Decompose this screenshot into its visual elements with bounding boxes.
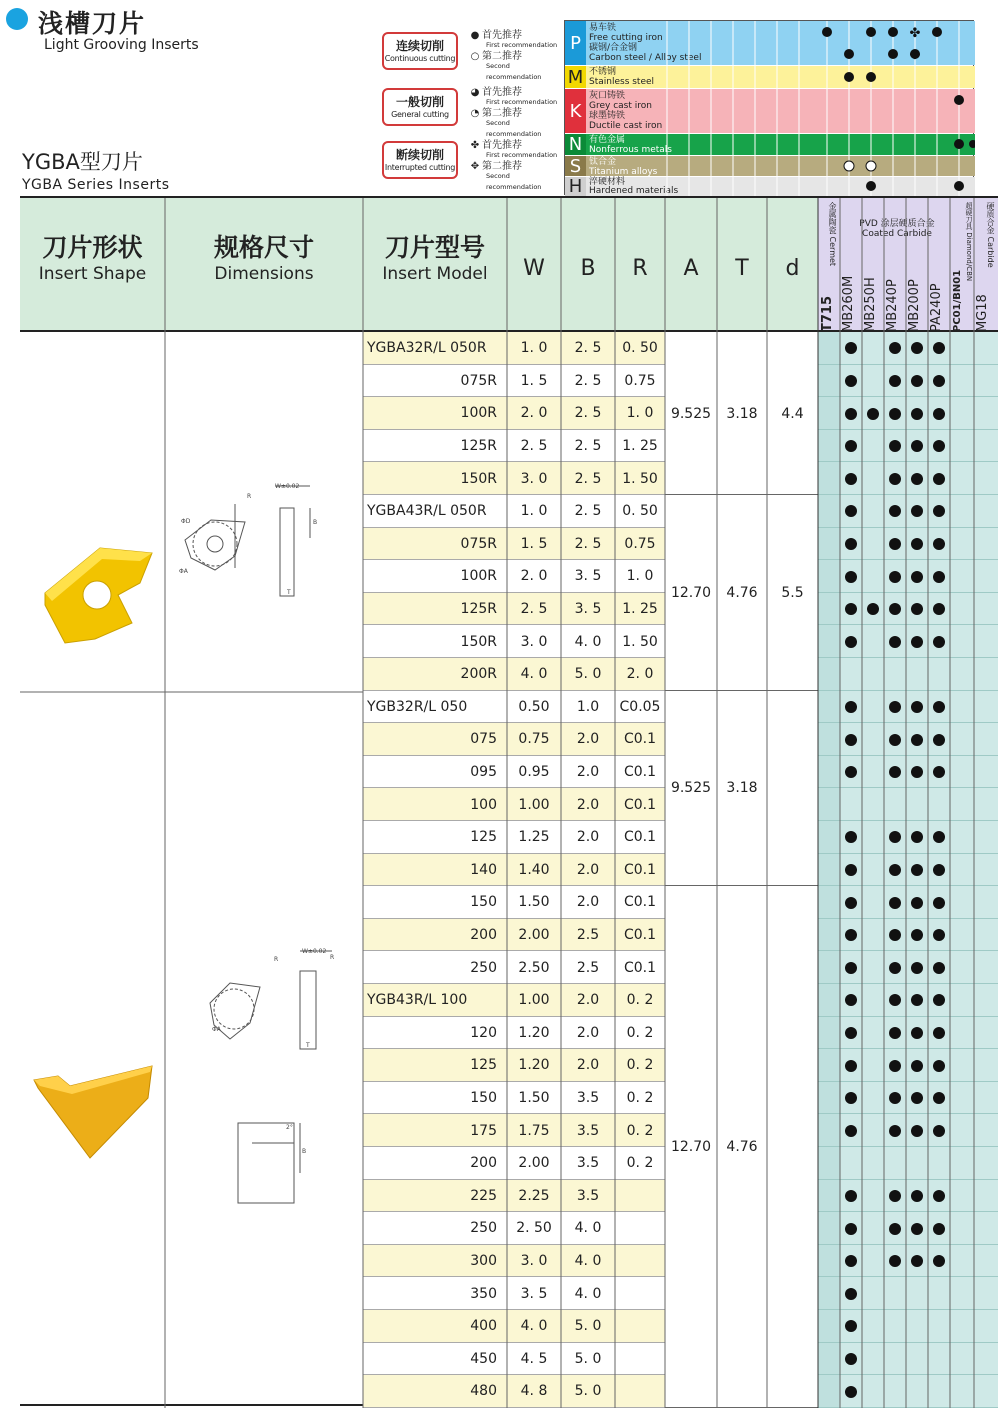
value-b: 3.5	[576, 1155, 600, 1172]
drawing-label: ΦA	[179, 568, 188, 575]
value-w: 2. 0	[520, 405, 548, 422]
material-text-p: 易车铁 Free cutting iron 碳钢/合金钢 Carbon steel / Alloy steel	[589, 23, 702, 63]
value-r: 0. 2	[626, 1057, 654, 1074]
group-carbide: 硬质合金 Carbide	[986, 202, 995, 268]
value-r: C0.1	[623, 764, 657, 781]
value-b: 2.0	[576, 861, 600, 878]
value-b: 5. 0	[574, 666, 602, 683]
value-w: 3. 0	[520, 470, 548, 487]
value-r: 1. 25	[622, 601, 658, 618]
insert-model: 100R	[460, 568, 497, 585]
value-b: 2.0	[576, 764, 600, 781]
value-r: 1. 25	[622, 438, 658, 455]
col-d-header: d	[785, 255, 800, 281]
insert-model: 300	[470, 1253, 497, 1270]
value-r: C0.1	[623, 829, 657, 846]
grade-mg18: MG18	[975, 294, 990, 332]
page-title-cn: 浅槽刀片	[38, 9, 147, 38]
value-w: 1.25	[518, 829, 550, 846]
insert-model: 350	[470, 1285, 497, 1302]
material-mark	[888, 49, 898, 59]
material-mark	[954, 139, 964, 149]
insert-model: 140	[470, 861, 497, 878]
table-lines	[20, 198, 998, 1408]
value-a: 9.525	[670, 405, 712, 422]
material-mark	[866, 161, 876, 171]
value-w: 2. 50	[516, 1220, 552, 1237]
value-r: 1. 0	[626, 405, 654, 422]
cut-type-general: 一般切削 General cutting	[382, 88, 458, 126]
value-r: C0.1	[623, 927, 657, 944]
value-w: 1.00	[518, 992, 550, 1009]
value-b: 2.5	[576, 959, 600, 976]
value-w: 2.50	[518, 959, 550, 976]
col-r-header: R	[632, 255, 648, 281]
value-w: 0.75	[518, 731, 550, 748]
legend-interrupted: ✤ 首先推荐 First recommendation ✥ 第二推荐 Second recommendation	[468, 140, 560, 193]
insert-model: 250	[470, 1220, 497, 1237]
value-w: 1. 0	[520, 340, 548, 357]
drawing-label: W±0.02	[275, 483, 300, 490]
insert-model: 075R	[460, 535, 497, 552]
full-dot-icon: ●	[470, 30, 480, 41]
group-diamond: 超硬刀具 Diamond/CBN	[965, 202, 973, 282]
grade-pc01: PC01/BN01	[952, 269, 963, 332]
col-t-header: T	[735, 255, 749, 281]
value-b: 2. 5	[574, 503, 602, 520]
value-b: 3. 5	[574, 568, 602, 585]
value-b: 1.0	[576, 698, 600, 715]
drawing-label: R	[274, 956, 279, 963]
col-model-header: 刀片型号 Insert Model	[382, 233, 488, 284]
insert-model: 250	[470, 959, 497, 976]
value-r: 0.75	[624, 535, 656, 552]
value-b: 2. 5	[574, 405, 602, 422]
value-t: 4.76	[726, 1138, 758, 1155]
drawing-label: R	[247, 493, 252, 500]
clover-mark: ✤	[909, 48, 921, 63]
value-w: 0.95	[518, 764, 550, 781]
drawing-label: T	[306, 1042, 310, 1049]
value-b: 2.5	[576, 927, 600, 944]
insert-model: 150	[470, 1090, 497, 1107]
clover-circle-icon: ✥	[470, 161, 480, 172]
insert-model: 100	[470, 796, 497, 813]
insert-model: 225	[470, 1187, 497, 1204]
value-b: 2.0	[576, 1024, 600, 1041]
header-bullet	[6, 8, 28, 30]
value-b: 2. 5	[574, 340, 602, 357]
col-b-header: B	[580, 255, 596, 281]
value-w: 3. 0	[520, 1253, 548, 1270]
value-b: 4. 0	[574, 1220, 602, 1237]
grade-pa240p: PA240P	[929, 283, 944, 332]
insert-model: 450	[470, 1350, 497, 1367]
value-r: C0.1	[623, 861, 657, 878]
material-letter-s: S	[565, 156, 586, 176]
value-w: 1.75	[518, 1122, 550, 1139]
series-title-cn: YGBA型刀片	[22, 150, 143, 174]
value-b: 2. 5	[574, 438, 602, 455]
insert-model: 125R	[460, 438, 497, 455]
value-r: 1. 0	[626, 568, 654, 585]
value-a: 9.525	[670, 780, 712, 797]
material-grid	[565, 21, 975, 196]
material-mark	[888, 27, 898, 37]
value-r: 1. 50	[622, 633, 658, 650]
value-b: 4. 0	[574, 1285, 602, 1302]
col-dims-header: 规格尺寸 Dimensions	[213, 233, 314, 284]
value-r: 0. 2	[626, 992, 654, 1009]
value-w: 2.00	[518, 927, 550, 944]
value-b: 3. 5	[574, 601, 602, 618]
drawing-label: B	[313, 519, 318, 526]
empty-circle-icon: ○	[470, 51, 480, 62]
drawing-label: B	[302, 1148, 307, 1155]
insert-model: 075	[470, 731, 497, 748]
grade-mb260m: MB260M	[841, 275, 856, 332]
value-w: 1.40	[518, 861, 550, 878]
value-w: 1. 5	[520, 535, 548, 552]
insert-model: 200	[470, 1155, 497, 1172]
material-text-k: 灰口铸铁 Grey cast iron 球墨铸铁 Ductile cast iron	[589, 91, 663, 131]
material-mark	[932, 27, 942, 37]
material-mark	[969, 140, 975, 148]
material-letter-m: M	[565, 66, 586, 88]
value-b: 2.0	[576, 1057, 600, 1074]
insert-model: 150	[470, 894, 497, 911]
value-r: 2. 0	[626, 666, 654, 683]
insert-model: YGB43R/L 100	[367, 992, 468, 1009]
value-b: 4. 0	[574, 1253, 602, 1270]
legend-continuous: ● 首先推荐 First recommendation ○ 第二推荐 Second recommendation	[468, 30, 560, 83]
material-mark	[866, 181, 876, 191]
value-w: 2.00	[518, 1155, 550, 1172]
value-r: C0.1	[623, 796, 657, 813]
drawing-label: ΦD	[181, 518, 191, 525]
value-b: 4. 0	[574, 633, 602, 650]
value-b: 2.0	[576, 992, 600, 1009]
insert-table	[20, 196, 998, 1406]
value-b: 2.0	[576, 731, 600, 748]
material-text-n: 有色金属 Nonferrous metals	[589, 135, 672, 155]
value-w: 2. 5	[520, 438, 548, 455]
value-w: 3. 5	[520, 1285, 548, 1302]
value-b: 2.0	[576, 894, 600, 911]
material-mark	[954, 95, 964, 105]
value-r: 0.75	[624, 372, 656, 389]
col-w-header: W	[523, 255, 545, 281]
legend-general: ◕ 首先推荐 First recommendation ◔ 第二推荐 Second recommendation	[468, 87, 560, 140]
value-b: 2.0	[576, 796, 600, 813]
insert-model: 400	[470, 1318, 497, 1335]
material-letter-n: N	[565, 134, 586, 155]
value-r: C0.1	[623, 959, 657, 976]
insert-model: 100R	[460, 405, 497, 422]
value-b: 3.5	[576, 1090, 600, 1107]
material-letter-h: H	[565, 177, 586, 196]
value-w: 4. 0	[520, 1318, 548, 1335]
pacman-circle-icon: ◔	[470, 108, 480, 119]
value-b: 3.5	[576, 1122, 600, 1139]
material-text-m: 不锈钢 Stainless steel	[589, 67, 655, 87]
cut-type-interrupted: 断续切削 Interrupted cutting	[382, 141, 458, 179]
insert-model: 125R	[460, 601, 497, 618]
value-b: 2. 5	[574, 372, 602, 389]
value-w: 1.20	[518, 1057, 550, 1074]
value-r: 0. 2	[626, 1155, 654, 1172]
value-b: 5. 0	[574, 1383, 602, 1400]
value-r: C0.1	[623, 731, 657, 748]
clover-dot-icon: ✤	[470, 140, 480, 151]
value-t: 3.18	[726, 405, 758, 422]
material-mark	[866, 72, 876, 82]
insert-model: 200R	[460, 666, 497, 683]
value-w: 1.50	[518, 1090, 550, 1107]
material-text-s: 钛合金 Titanium alloys	[589, 157, 658, 177]
material-mark	[844, 161, 854, 171]
material-mark	[866, 27, 876, 37]
group-coated: PVD 涂层硬质合金 Coated Carbide	[859, 219, 935, 239]
value-r: 0. 50	[622, 503, 658, 520]
grade-t715: T715	[820, 295, 835, 332]
value-r: 0. 2	[626, 1090, 654, 1107]
value-w: 1.50	[518, 894, 550, 911]
page-title-en: Light Grooving Inserts	[44, 37, 199, 53]
series-title-en: YGBA Series Inserts	[22, 177, 170, 193]
insert-model: 175	[470, 1122, 497, 1139]
drawing-label: R	[330, 954, 335, 961]
clover-mark: ✤	[909, 26, 921, 41]
grade-mb240p: MB240P	[885, 279, 900, 332]
value-t: 4.76	[726, 584, 758, 601]
insert-model: 480	[470, 1383, 497, 1400]
value-b: 3.5	[576, 1187, 600, 1204]
value-d: 5.5	[781, 584, 804, 601]
insert-model: 150R	[460, 470, 497, 487]
material-mark	[844, 49, 854, 59]
value-r: C0.1	[623, 894, 657, 911]
material-letter-p: P	[565, 21, 586, 65]
value-w: 1. 5	[520, 372, 548, 389]
drawing-label: W±0.02	[302, 948, 327, 955]
insert-model: 125	[470, 829, 497, 846]
material-mark	[822, 27, 832, 37]
group-cermet: 金属陶瓷 Cermet	[828, 202, 837, 267]
insert-model: YGB32R/L 050	[367, 698, 468, 715]
insert-model: 120	[470, 1024, 497, 1041]
insert-model: 150R	[460, 633, 497, 650]
value-w: 2. 0	[520, 568, 548, 585]
value-w: 1.20	[518, 1024, 550, 1041]
value-a: 12.70	[670, 1138, 712, 1155]
insert-model: YGBA32R/L 050R	[367, 340, 487, 357]
value-b: 2. 5	[574, 535, 602, 552]
grade-mb250h: MB250H	[863, 277, 878, 332]
value-t: 3.18	[726, 780, 758, 797]
value-r: 1. 50	[622, 470, 658, 487]
pacman-dot-icon: ◕	[470, 87, 480, 98]
material-letter-k: K	[565, 89, 586, 133]
drawing-label: T	[287, 589, 291, 596]
insert-model: 125	[470, 1057, 497, 1074]
col-shape-header: 刀片形状 Insert Shape	[38, 233, 147, 284]
value-w: 3. 0	[520, 633, 548, 650]
value-r: C0.05	[619, 698, 661, 715]
value-b: 5. 0	[574, 1318, 602, 1335]
insert-model: 200	[470, 927, 497, 944]
value-b: 2.0	[576, 829, 600, 846]
drawing-label: ΦA	[212, 1026, 221, 1033]
value-a: 12.70	[670, 584, 712, 601]
material-text-h: 淬硬材料 Hardened materials	[589, 177, 679, 196]
material-chart	[564, 20, 974, 195]
value-b: 5. 0	[574, 1350, 602, 1367]
value-w: 4. 8	[520, 1383, 548, 1400]
value-w: 0.50	[518, 698, 550, 715]
material-mark	[954, 181, 964, 191]
value-w: 4. 5	[520, 1350, 548, 1367]
insert-model: YGBA43R/L 050R	[367, 503, 487, 520]
col-a-header: A	[683, 255, 699, 281]
value-b: 2. 5	[574, 470, 602, 487]
value-w: 4. 0	[520, 666, 548, 683]
insert-model: 075R	[460, 372, 497, 389]
value-w: 2. 5	[520, 601, 548, 618]
value-w: 2.25	[518, 1187, 550, 1204]
value-r: 0. 2	[626, 1122, 654, 1139]
cut-type-continuous: 连续切削 Continuous cutting	[382, 32, 458, 70]
value-w: 1.00	[518, 796, 550, 813]
grade-mb200p: MB200P	[907, 279, 922, 332]
value-d: 4.4	[781, 405, 804, 422]
insert-model: 095	[470, 764, 497, 781]
value-w: 1. 0	[520, 503, 548, 520]
material-mark	[844, 72, 854, 82]
value-r: 0. 50	[622, 340, 658, 357]
value-r: 0. 2	[626, 1024, 654, 1041]
drawing-label: 2°	[286, 1124, 293, 1131]
